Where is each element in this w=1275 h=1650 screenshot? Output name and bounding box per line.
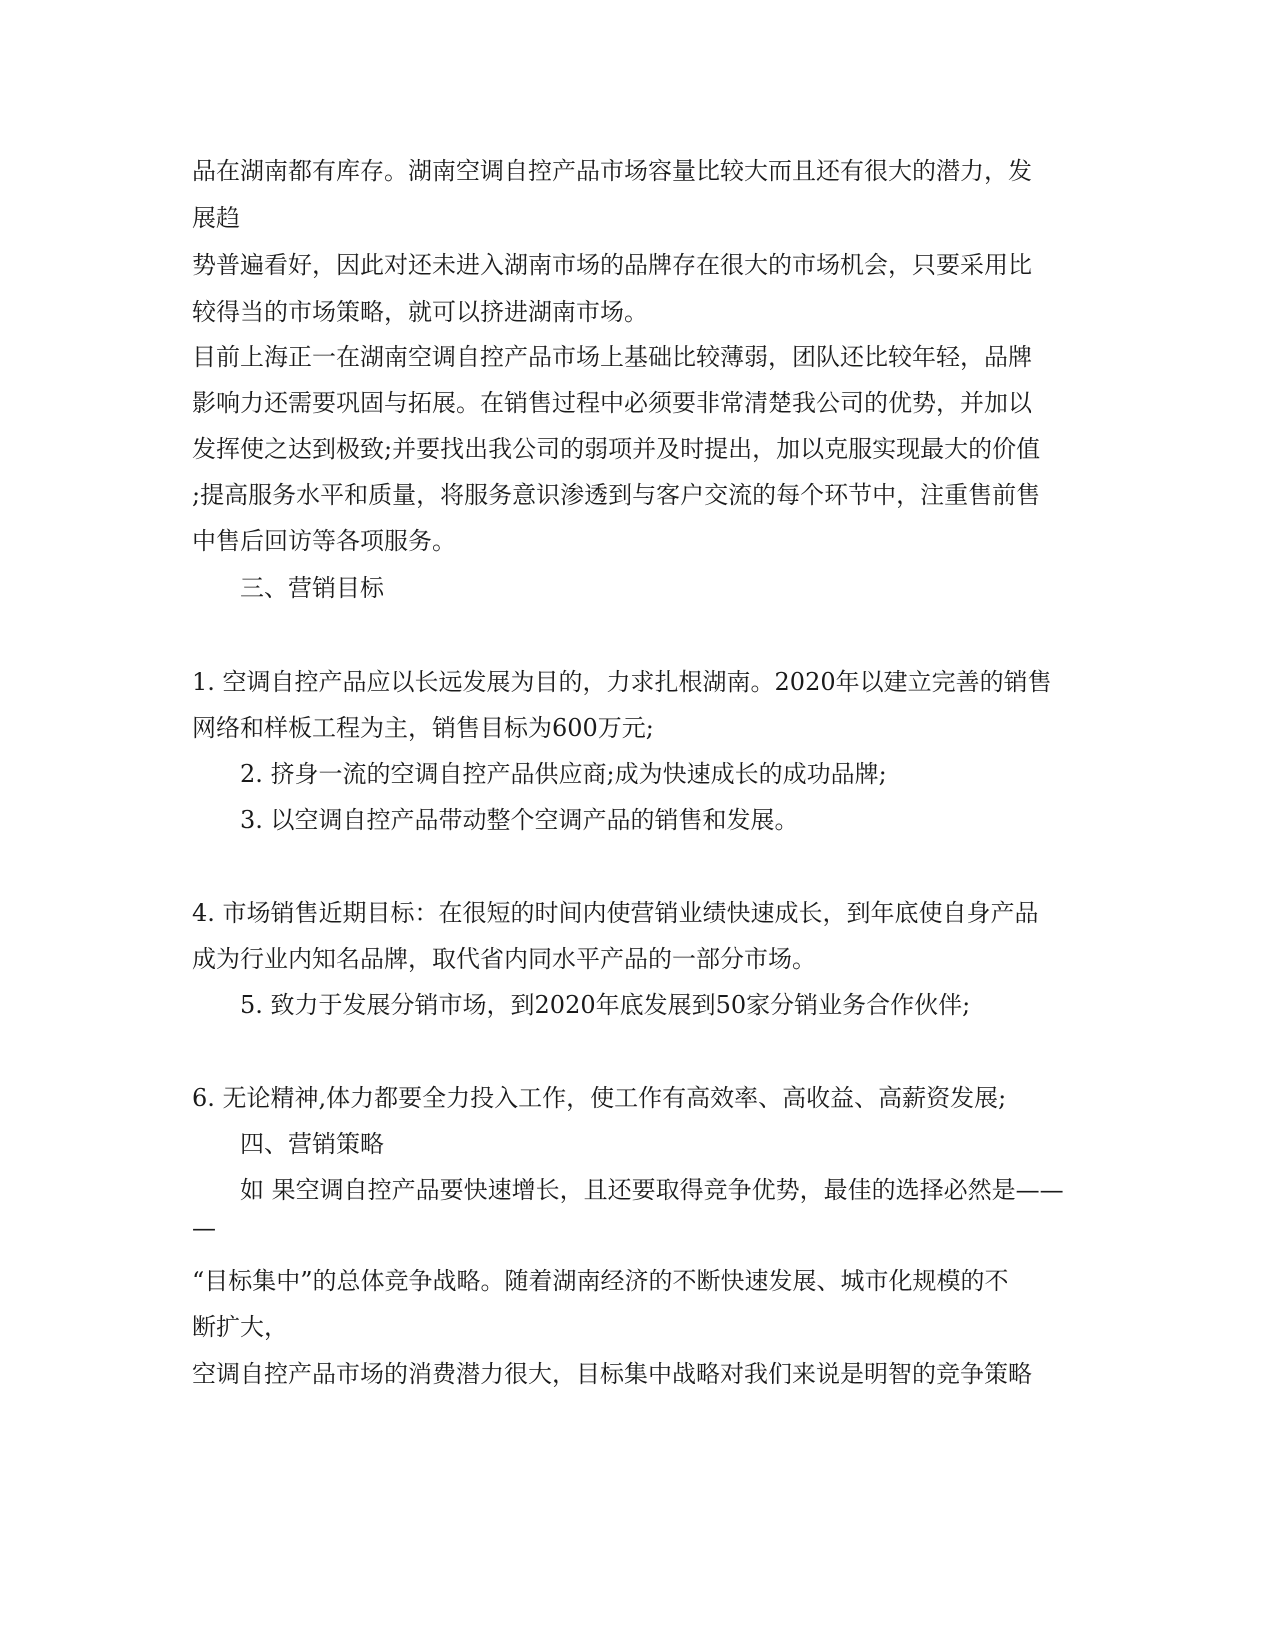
section-heading: 三、营销目标 [240, 574, 384, 602]
list-item: 1. 空调自控产品应以长远发展为目的，力求扎根湖南。2020年以建立完善的销售 [192, 668, 1052, 696]
paragraph-line: ;提高服务水平和质量，将服务意识渗透到与客户交流的每个环节中，注重售前售 [192, 481, 1041, 509]
paragraph-line: 影响力还需要巩固与拓展。在销售过程中必须要非常清楚我公司的优势，并加以 [192, 389, 1032, 417]
list-item: 5. 致力于发展分销市场，到2020年底发展到50家分销业务合作伙伴; [240, 991, 971, 1019]
list-item: 4. 市场销售近期目标：在很短的时间内使营销业绩快速成长，到年底使自身产品 [192, 899, 1039, 927]
list-item: 3. 以空调自控产品带动整个空调产品的销售和发展。 [240, 806, 799, 834]
paragraph-line: “目标集中”的总体竞争战略。随着湖南经济的不断快速发展、城市化规模的不 [192, 1267, 1009, 1295]
paragraph-line: 品在湖南都有库存。湖南空调自控产品市场容量比较大而且还有很大的潜力，发 [192, 157, 1032, 185]
section-heading: 四、营销策略 [240, 1130, 384, 1158]
paragraph-line: 发挥使之达到极致;并要找出我公司的弱项并及时提出，加以克服实现最大的价值 [192, 435, 1041, 463]
dash-continuation: — [192, 1214, 216, 1242]
list-item: 网络和样板工程为主，销售目标为600万元; [192, 714, 654, 742]
paragraph-line: 势普遍看好，因此对还未进入湖南市场的品牌存在很大的市场机会，只要采用比 [192, 251, 1032, 279]
paragraph-line: 展趋 [192, 204, 240, 232]
list-item: 成为行业内知名品牌，取代省内同水平产品的一部分市场。 [192, 945, 816, 973]
paragraph-line: 目前上海正一在湖南空调自控产品市场上基础比较薄弱，团队还比较年轻，品牌 [192, 343, 1032, 371]
paragraph-line: 较得当的市场策略，就可以挤进湖南市场。 [192, 298, 648, 326]
paragraph-line: 空调自控产品市场的消费潜力很大，目标集中战略对我们来说是明智的竞争策略 [192, 1360, 1032, 1388]
paragraph-line: 断扩大， [192, 1313, 288, 1341]
list-item: 6. 无论精神,体力都要全力投入工作，使工作有高效率、高收益、高薪资发展; [192, 1084, 1007, 1112]
paragraph-line: 如 果空调自控产品要快速增长，且还要取得竞争优势，最佳的选择必然是—— [240, 1176, 1064, 1204]
paragraph-line: 中售后回访等各项服务。 [192, 527, 456, 555]
list-item: 2. 挤身一流的空调自控产品供应商;成为快速成长的成功品牌; [240, 760, 887, 788]
